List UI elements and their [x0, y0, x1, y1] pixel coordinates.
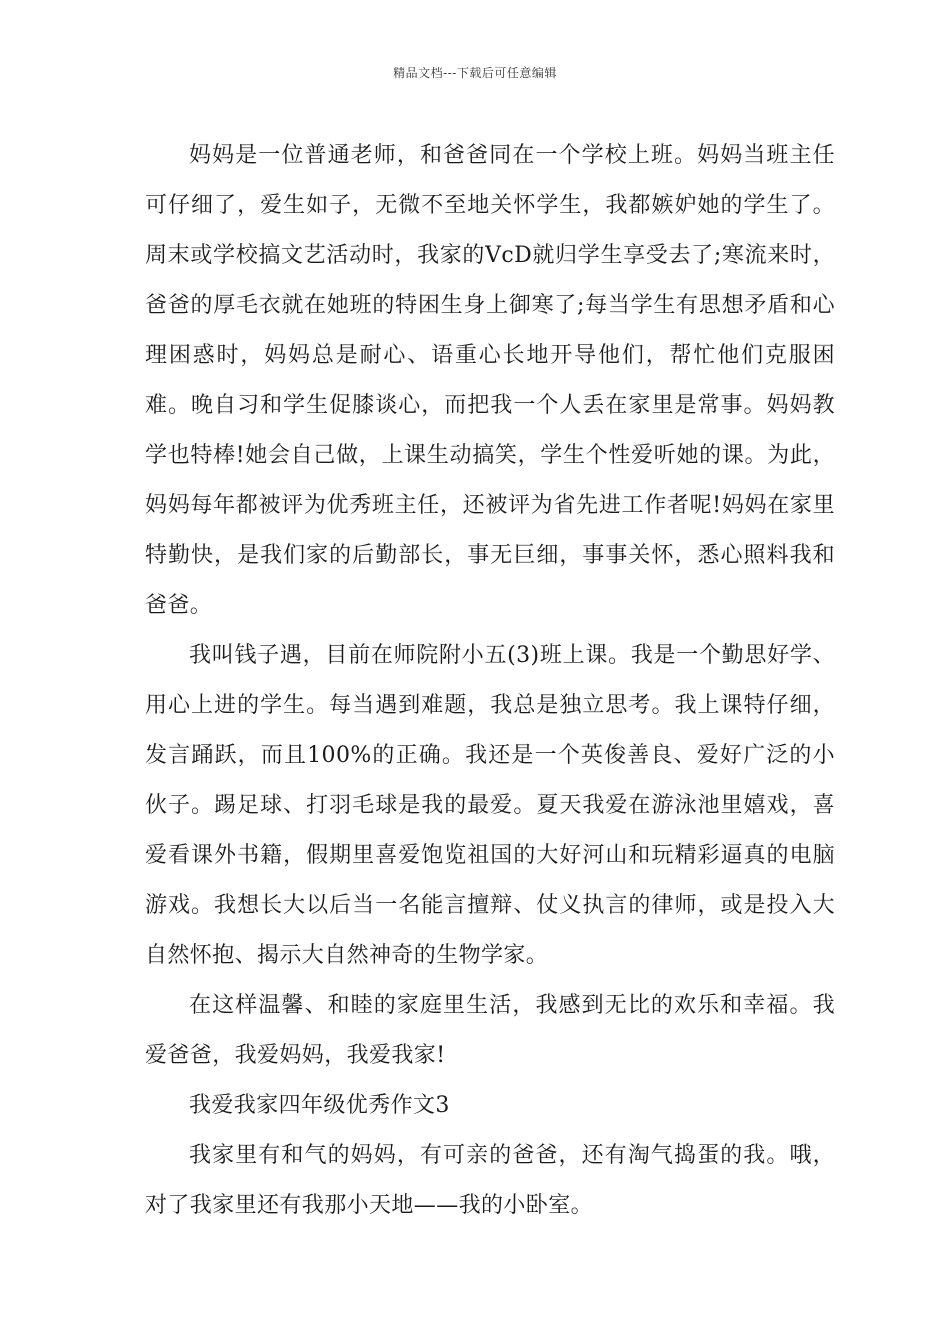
document-body [145, 131, 835, 1231]
paragraph-mother: 妈妈是一位普通老师，和爸爸同在一个学校上班。妈妈当班主任可仔细了，爱生如子，无微不至地关怀学生，我都嫉妒她的学生了。周末或学校搞文艺活动时，我家的VcD就归学生享受去了;寒流来时，爸爸的厚毛衣就在她班的特困生身上御寒了;每当学生有思想矛盾和心理困惑时，妈妈总是耐心、语重心长地开导他们，帮忙他们克服困难。晚自习和学生促膝谈心，而把我一个人丢在家里是常事。妈妈教学也特棒!她会自己做，上课生动搞笑，学生个性爱听她的课。为此，妈妈每年都被评为优秀班主任，还被评为省先进工作者呢!妈妈在家里特勤快，是我们家的后勤部长，事无巨细，事事关怀，悉心照料我和爸爸。 [145, 143, 835, 618]
essay-title: 我爱我家四年级优秀作文3 [189, 1093, 450, 1118]
paragraph-conclusion: 在这样温馨、和睦的家庭里生活，我感到无比的欢乐和幸福。我爱爸爸，我爱妈妈，我爱我家! [145, 993, 835, 1068]
page-header: 精品文档---下载后可任意编辑 [393, 66, 557, 80]
paragraph-family-intro: 我家里有和气的妈妈，有可亲的爸爸，还有淘气捣蛋的我。哦，对了我家里还有我那小天地——我的小卧室。 [145, 1143, 835, 1218]
paragraph-self-intro: 我叫钱子遇，目前在师院附小五(3)班上课。我是一个勤思好学、用心上进的学生。每当遇到难题，我总是独立思考。我上课特仔细，发言踊跃，而且100%的正确。我还是一个英俊善良、爱好广泛的小伙子。踢足球、打羽毛球是我的最爱。夏天我爱在游泳池里嬉戏，喜爱看课外书籍，假期里喜爱饱览祖国的大好河山和玩精彩逼真的电脑游戏。我想长大以后当一名能言擅辩、仗义执言的律师，或是投入大自然怀抱、揭示大自然神奇的生物学家。 [145, 643, 835, 968]
